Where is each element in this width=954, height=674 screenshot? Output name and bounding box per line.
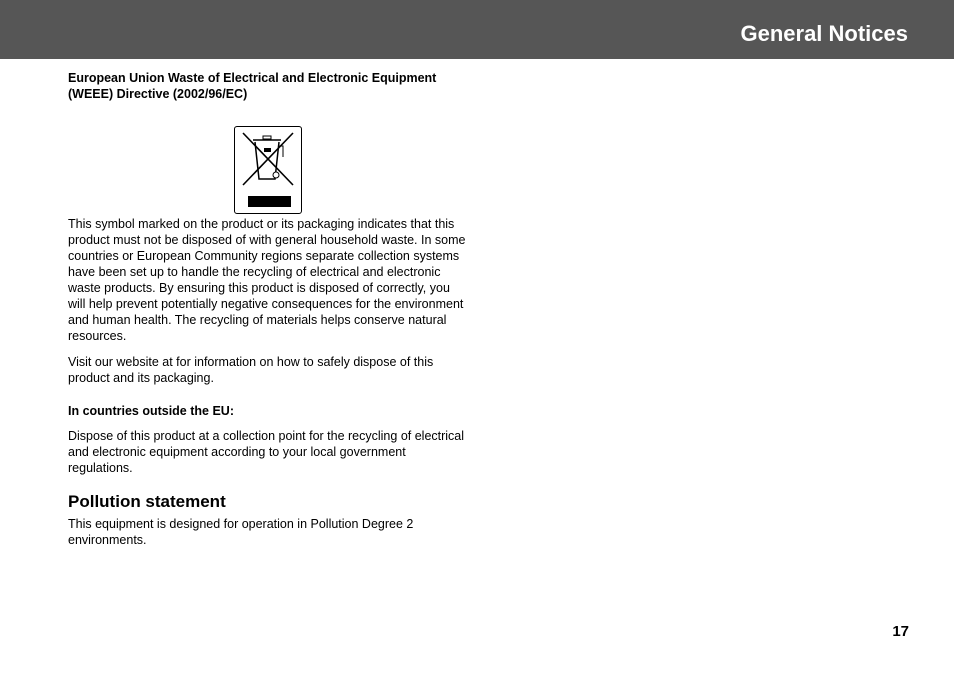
outside-eu-heading: In countries outside the EU: <box>68 404 234 418</box>
main-content <box>68 70 468 548</box>
page-number: 17 <box>892 623 909 640</box>
page-title: General Notices <box>740 21 908 46</box>
pollution-statement-paragraph: This equipment is designed for operation in Pollution Degree 2 environments. <box>68 517 414 547</box>
weee-heading: European Union Waste of Electrical and Electronic Equipment (WEEE) Directive (2002/96/EC) <box>68 71 437 101</box>
weee-paragraph-2: Visit our website at for information on how to safely dispose of this product and its packaging. <box>68 355 434 385</box>
pollution-statement-title: Pollution statement <box>68 492 226 511</box>
outside-eu-paragraph: Dispose of this product at a collection point for the recycling of electrical and electronic equipment according to your local government regulations. <box>68 429 465 475</box>
crossed-out-wheelie-bin-icon <box>235 127 301 213</box>
weee-paragraph-1: This symbol marked on the product or its packaging indicates that this product must not be disposed of with general household waste. In some countries or European Community regions separate collection systems have been set up to handle the recycling of electrical and electronic waste products. By ensuring this product is disposed of correctly, you will help prevent potentially negative consequences for the environment and human health. The recycling of materials helps conserve natural resources. <box>68 217 466 343</box>
header-bar <box>0 0 954 59</box>
weee-symbol <box>234 126 302 214</box>
